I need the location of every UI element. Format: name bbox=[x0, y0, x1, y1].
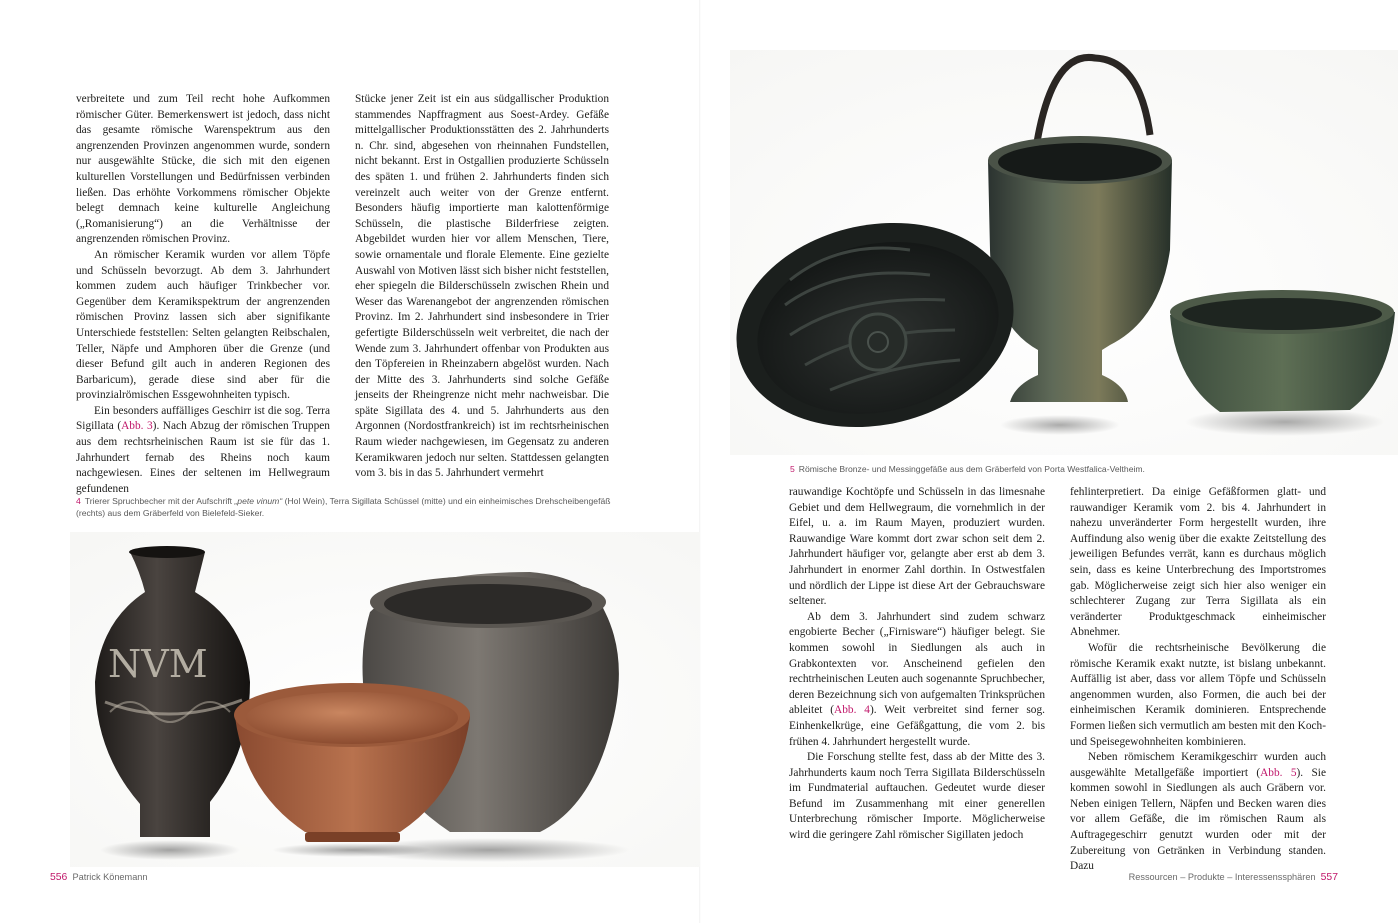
text-span: Ein besonders auffälliges Geschirr ist die sog. Terra Sigillata ( bbox=[76, 404, 330, 433]
page-number: 556 bbox=[50, 872, 68, 883]
figure-number: 4 bbox=[76, 496, 81, 506]
left-footer bbox=[50, 872, 148, 883]
running-head: Patrick Könemann bbox=[72, 872, 148, 882]
caption-quote: „pete vinum“ bbox=[234, 496, 283, 506]
paragraph: rauwandige Kochtöpfe und Schüsseln in das limesnahe Gebiet und dem Hellwegraum, die vornehmlich in der Eifel, u. a. im Raum Mayen, produziert wurden. Rauwandige Ware kommt dort zwar schon seit dem 2. Jahrhundert häufiger vor, gelangte aber erst ab dem 3. Jahrhundert in enormer Zahl dorthin. In Ostwestfalen und nördlich der Lippe ist diese Art der Gebrauchsware seltener. bbox=[789, 486, 1045, 608]
text-span: ). Weit verbreitet sind ferner sog. Einhenkelkrüge, eine Gefäßgattung, die vom 2. bis frühen 4. Jahrhundert hergestellt wurde. bbox=[789, 704, 1045, 748]
right-column-1 bbox=[789, 485, 1045, 844]
paragraph bbox=[1070, 750, 1326, 875]
text-span: Ab dem 3. Jahrhundert sind zudem schwarz engobierte Becher („Firnisware“) häufiger belegt. Sie kommen sowohl in Siedlungen als auch in Grabkontexten vor. Anscheinend gefielen den rechtrheinischen Leuten auch sogenannte Spruchbecher, deren Bezeichnung sich von aufgemalten Trinksprüchen ableitet ( bbox=[789, 610, 1045, 717]
paragraph: verbreitete und zum Teil recht hohe Aufkommen römischer Güter. Bemerkenswert ist jedoch, dass nicht das gesamte römische Warenspektrum aus den angrenzenden Provinzen angenommen wurde, sondern nur ausgewählte Stücke, die sich mit den eigenen kulturellen Vorstellungen und Bedürfnissen verbinden ließen. Das erhöhte Vorkommens römischer Objekte belegt demnach keine kulturelle Angleichung („Romanisierung“) an die Verhältnisse der angrenzenden römischen Provinz. bbox=[76, 93, 330, 246]
figure-number: 5 bbox=[790, 464, 795, 474]
text-span: ). Sie kommen sowohl in Siedlungen als auch Gräbern vor. Neben einigen Tellern, Näpfen und Becken waren dies vor allem Gefäße, die im römischen Raum als Auftragegeschirr genutzt wurden oder mit der Zubereitung von Getränken in Verbindung standen. Dazu bbox=[1070, 766, 1326, 873]
paragraph: fehlinterpretiert. Da einige Gefäßformen glatt- und rauwandiger Keramik vom 2. bis 4. Jahrhundert in nahezu unveränderter Form hergestellt wurden, ihre Auffindung also wenig über die exakte Zeitstellung des jeweiligen Befundes verrät, kann es durchaus möglich sein, dass es keine Unterbrechung des Importstromes gab. Möglicherweise zeigt sich hier also weniger ein schlechterer Zugang zur Terra Sigillata als ein veränderter Produktgeschmack einheimischer Abnehmer. bbox=[1070, 486, 1326, 639]
paragraph: Die Forschung stellte fest, dass ab der Mitte des 3. Jahrhunderts kaum noch Terra Sigillata Bilderschüsseln im Fundmaterial auftauchen. Gedeutet wurde dieser Befund im Zusammenhang mit einer generellen Unterbrechung römischer Importe. Möglicherweise wird die geringere Zahl römischer Sigillaten jedoch bbox=[789, 751, 1045, 842]
caption-text: (Hol Wein), Terra Sigillata Schüssel (mitte) und ein einheimisches Drehscheibengefäß (rechts) aus dem Gräberfeld von Bielefeld-Sieker. bbox=[76, 496, 611, 518]
right-footer bbox=[1129, 872, 1338, 883]
left-column-2 bbox=[355, 92, 609, 482]
running-head: Ressourcen – Produkte – Interessenssphären bbox=[1128, 872, 1316, 882]
page-number: 557 bbox=[1320, 872, 1338, 883]
figure-4-photo bbox=[70, 532, 700, 867]
paragraph: An römischer Keramik wurden vor allem Töpfe und Schüsseln bevorzugt. Ab dem 3. Jahrhundert kommen zudem auch häufiger Trinkbecher vor. Gegenüber dem Keramikspektrum der angrenzenden römischen Provinz lassen sich aber signifikante Unterschiede feststellen: Selten gelangten Reibschalen, Teller, Näpfe und Amphoren über die Grenze (und dieser Befund gilt auch in anderen Regionen des Barbaricum), gerade diese sind aber für die provinzialrömischen Essgewohnheiten typisch. bbox=[76, 248, 330, 402]
paragraph: Wofür die rechtsrheinische Bevölkerung die römische Keramik exakt nutzte, ist bislang unbekannt. Auffällig ist aber, dass vor allem Töpfe und Schüsseln angenommen wurden, also Formen, die auch bei der einheimischen Keramik dominieren. Entsprechende Formen ließen sich vermutlich am besten mit den Koch- und Speisegewohnheiten kombinieren. bbox=[1070, 641, 1326, 748]
left-column-1 bbox=[76, 92, 330, 497]
figure-5-photo bbox=[730, 50, 1398, 455]
paragraph bbox=[76, 404, 330, 498]
beaker-inscription: NVM bbox=[108, 642, 208, 686]
figure-5-caption bbox=[790, 463, 1310, 475]
right-column-2 bbox=[1070, 485, 1326, 875]
caption-text: Römische Bronze- und Messinggefäße aus dem Gräberfeld von Porta Westfalica-Veltheim. bbox=[798, 464, 1145, 474]
caption-text: Trierer Spruchbecher mit der Aufschrift bbox=[84, 496, 235, 506]
text-span: Neben römischem Keramikgeschirr wurden auch ausgewählte Metallgefäße importiert ( bbox=[1070, 751, 1326, 779]
figure-reference-link[interactable]: Abb. 3 bbox=[121, 420, 153, 433]
paragraph bbox=[789, 610, 1045, 750]
paragraph: Stücke jener Zeit ist ein aus südgallischer Produktion stammendes Napffragment aus Soest-Ardey. Gefäße mittelgallischer Produktionsstätten des 2. Jahrhunderts n. Chr. sind, abgesehen von rheinnahen Fundstellen, nicht bekannt. Erst in Ostgallien produzierte Schüsseln des späten 1. und frühen 2. Jahrhunderts finden sich vereinzelt auch weiter von der Grenze entfernt. Besonders häufig importierte man kalottenförmige Schüsseln, die plastische Bilderfriese zeigten. Abgebildet wurden hier vor allem Menschen, Tiere, sowie ornamentale und florale Elemente. Eine gezielte Auswahl von Motiven lässt sich bisher nicht feststellen, eher spiegeln die Bilderschüsseln zwischen Rhein und Weser das Warenangebot der angrenzenden römischen Provinz. Im 2. Jahrhundert sind insbesondere in Trier gefertigte Bilderschüsseln weit verbreitet, die nach der Wende zum 3. Jahrhundert offenbar von Produkten aus den Töpfereien in Rheinzabern abgelöst wurden. Nach der Mitte des 3. Jahrhunderts sind solche Gefäße jenseits der Rheingrenze nicht mehr nachweisbar. Die späte Sigillata des 4. und 5. Jahrhunderts aus den Argonnen (Nordostfrankreich) ist im rechtsrheinischen Raum wieder nachgewiesen, im Gegensatz zu anderen Keramikwaren jedoch nur selten. Stattdessen gelangten vom 3. bis in das 5. Jahrhundert vermehrt bbox=[355, 93, 609, 480]
figure-reference-link[interactable]: Abb. 4 bbox=[834, 704, 870, 717]
figure-reference-link[interactable]: Abb. 5 bbox=[1260, 766, 1297, 779]
figure-4-caption bbox=[76, 495, 616, 519]
text-span: ). Nach Abzug der römischen Truppen aus dem rechtsrheinischen Raum ist sie für das 1. Jahrhundert fernab des Rheins noch kaum nachgewiesen. Eines der seltenen im Hellwegraum gefundenen bbox=[76, 420, 330, 495]
